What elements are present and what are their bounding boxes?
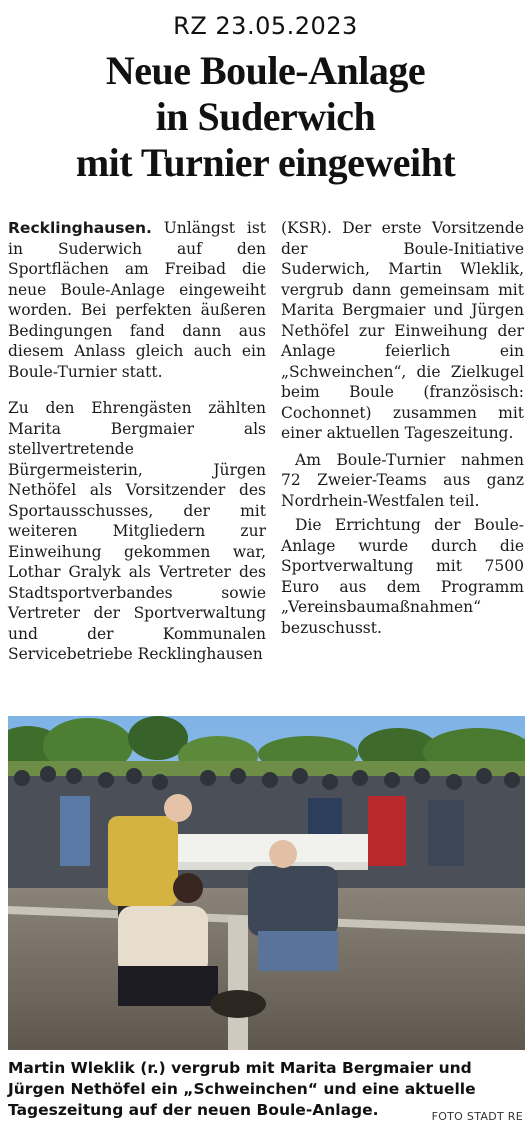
headline [0, 48, 531, 186]
article-paragraph-3: (KSR). Der erste Vorsitzende der Boule-Initiative Suderwich, Martin Wleklik, vergrub dann gemeinsam mit Marita Bergmaier und Jürgen Nethöfel zur Einweihung der Anlage feierlich ein „Schweinchen“, die Zielkugel beim Boule (französisch: Cochonnet) zusammen mit einer aktuellen Tageszeitung. [281, 219, 524, 442]
publication-date: RZ 23.05.2023 [173, 12, 358, 40]
headline-line-1: Neue Boule-Anlage [105, 48, 426, 93]
headline-line-2: in Suderwich [155, 94, 376, 139]
photo-credit: FOTO STADT RE [431, 1110, 523, 1123]
article-column-2 [281, 218, 524, 638]
article-paragraph-4: Am Boule-Turnier nahmen 72 Zweier-Teams aus ganz Nordrhein-Westfalen teil. [281, 450, 524, 510]
photo-caption: Martin Wleklik (r.) vergrub mit Marita Bergmaier und Jürgen Nethöfel ein „Schweinchen“ und eine aktuelle Tageszeitung auf der neuen Boule-Anlage. [8, 1059, 476, 1119]
article-column-1 [8, 218, 266, 665]
article-paragraph-1-text: Unlängst ist in Suderwich auf den Sportflächen am Freibad die neue Boule-Anlage eingeweiht worden. Bei perfekten äußeren Bedingungen fand dann aus diesem Anlass gleich auch ein Boule-Turnier statt. [8, 219, 266, 381]
photo-boule-inauguration [8, 716, 525, 1050]
article-dateline: Recklinghausen. [8, 219, 152, 237]
article-photo [8, 716, 525, 1050]
article-paragraph-1 [8, 218, 266, 382]
headline-line-3: mit Turnier eingeweiht [75, 140, 456, 185]
article-paragraph-5: Die Errichtung der Boule-Anlage wurde durch die Sportverwaltung mit 7500 Euro aus dem Programm „Vereinsbaumaßnahmen“ bezuschusst. [281, 516, 524, 637]
article-paragraph-2: Zu den Ehrengästen zählten Marita Bergmaier als stellvertretende Bürgermeisterin, Jürgen Nethöfel als Vorsitzender des Sportausschusses, der mit weiteren Mitgliedern zur Einweihung gekommen war, Lothar Gralyk als Vertreter des Stadtsportverbandes sowie Vertreter der Sportverwaltung und der Kommunalen Servicebetriebe Recklinghausen [8, 399, 266, 663]
